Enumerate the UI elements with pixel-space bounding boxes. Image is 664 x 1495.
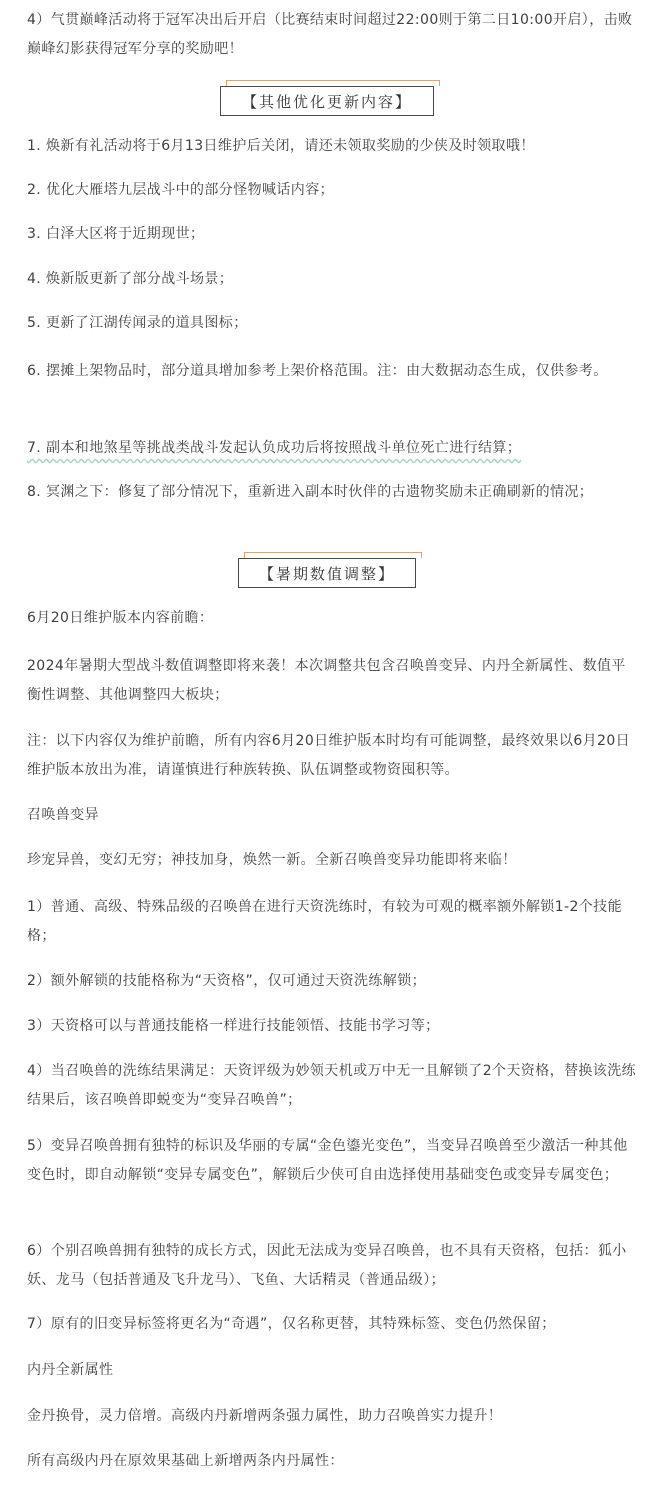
- list-item-optimization-2: 2. 优化大雁塔九层战斗中的部分怪物喊话内容；: [27, 182, 335, 198]
- list-item-optimization-5: 5. 更新了江湖传闻录的道具图标；: [27, 315, 248, 331]
- paragraph-neidan-new-attributes: 所有高级内丹在原效果基础上新增两条内丹属性：: [27, 1453, 344, 1469]
- section-heading-summer-adjustment: [0, 552, 664, 592]
- list-item-mutation-1: 1）普通、高级、特殊品级的召唤兽在进行天资洗练时，有较为可观的概率额外解锁1-2个技能格；: [27, 899, 622, 944]
- section-heading-other-optimizations: [0, 80, 664, 120]
- list-item-mutation-3: 3）天资格可以与普通技能格一样进行技能领悟、技能书学习等；: [27, 1018, 440, 1034]
- heading-title: 【其他优化更新内容】: [220, 86, 434, 116]
- list-item-mutation-4: 4）当召唤兽的洗练结果满足：天资评级为妙领天机或万中无一且解锁了2个天资格，替换该洗练结果后，该召唤兽即蜕变为“变异召唤兽”；: [27, 1063, 637, 1108]
- heading-title: 【暑期数值调整】: [238, 558, 416, 588]
- paragraph-neidan-intro: 金丹换骨，灵力倍增。高级内丹新增两条强力属性，助力召唤兽实力提升！: [27, 1408, 503, 1424]
- list-item-optimization-1: 1. 焕新有礼活动将于6月13日维护后关闭，请还未领取奖励的少侠及时领取哦！: [27, 138, 535, 154]
- paragraph-peak-event: 4）气贯巅峰活动将于冠军决出后开启（比赛结束时间超过22:00则于第二日10:00开启），击败巅峰幻影获得冠军分享的奖励吧！: [27, 12, 633, 57]
- paragraph-preview-title: 6月20日维护版本内容前瞻：: [27, 610, 214, 626]
- list-item-optimization-3: 3. 白泽大区将于近期现世；: [27, 226, 205, 242]
- paragraph-summer-intro: 2024年暑期大型战斗数值调整即将来袭！本次调整共包含召唤兽变异、内丹全新属性、数值平衡性调整、其他调整四大板块；: [27, 658, 626, 703]
- paragraph-pet-mutation-intro: 珍宠异兽，变幻无穷；神技加身，焕然一新。全新召唤兽变异功能即将来临！: [27, 852, 517, 868]
- list-item-mutation-5: 5）变异召唤兽拥有独特的标识及华丽的专属“金色鎏光变色”，当变异召唤兽至少激活一种其他变色时，即自动解锁“变异专属变色”，解锁后少侠可自由选择使用基础变色或变异专属变色；: [27, 1138, 628, 1183]
- subheading-pet-mutation: 召唤兽变异: [27, 807, 99, 823]
- paragraph-notice: 注：以下内容仅为维护前瞻，所有内容6月20日维护版本时均有可能调整，最终效果以6月20日维护版本放出为准，请谨慎进行种族转换、队伍调整或物资囤积等。: [27, 733, 631, 778]
- list-item-optimization-4: 4. 焕新版更新了部分战斗场景；: [27, 271, 234, 287]
- list-item-mutation-7: 7）原有的旧变异标签将更名为“奇遇”，仅名称更替，其特殊标签、变色仍然保留；: [27, 1316, 556, 1332]
- list-item-optimization-8: 8. 冥渊之下：修复了部分情况下，重新进入副本时伙伴的古遗物奖励未正确刷新的情况；: [27, 484, 594, 500]
- list-item-mutation-2: 2）额外解锁的技能格称为“天资格”，仅可通过天资洗练解锁；: [27, 973, 427, 989]
- list-item-optimization-7: 7. 副本和地煞星等挑战类战斗发起认负成功后将按照战斗单位死亡进行结算；: [27, 440, 522, 456]
- list-item-mutation-6: 6）个别召唤兽拥有独特的成长方式，因此无法成为变异召唤兽，也不具有天资格，包括：狐小妖、龙马（包括普通及飞升龙马）、飞鱼、大话精灵（普通品级）；: [27, 1243, 627, 1288]
- list-item-optimization-6: 6. 摆摊上架物品时，部分道具增加参考上架价格范围。注：由大数据动态生成，仅供参考。: [27, 363, 608, 379]
- subheading-neidan-attributes: 内丹全新属性: [27, 1362, 114, 1378]
